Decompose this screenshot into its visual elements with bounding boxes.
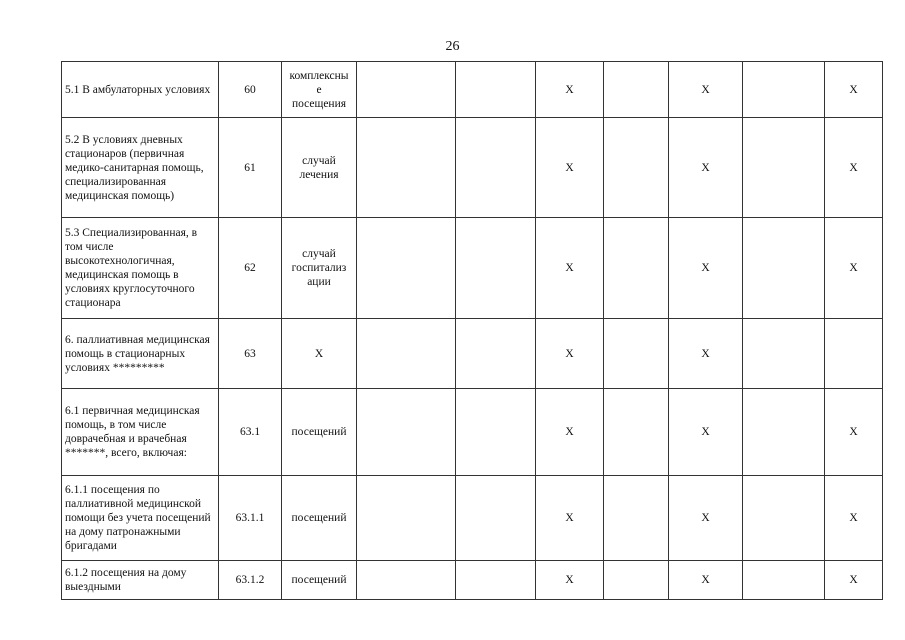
row-code: 63	[219, 319, 282, 389]
row-name: 6.1.2 посещения на дому выездными	[62, 561, 219, 600]
data-cell: X	[669, 561, 743, 600]
row-code: 63.1.2	[219, 561, 282, 600]
data-cell	[357, 389, 456, 476]
data-cell	[825, 319, 883, 389]
data-cell: X	[669, 476, 743, 561]
data-cell: X	[536, 62, 604, 118]
data-cell: X	[536, 319, 604, 389]
table-row	[62, 218, 883, 319]
data-cell: X	[536, 389, 604, 476]
data-cell: X	[669, 118, 743, 218]
data-cell	[357, 218, 456, 319]
data-cell: X	[825, 218, 883, 319]
row-unit: посещений	[282, 476, 357, 561]
page-number: 26	[445, 39, 460, 54]
table-row	[62, 319, 883, 389]
data-cell	[357, 62, 456, 118]
data-cell	[604, 118, 669, 218]
data-cell: X	[825, 476, 883, 561]
data-cell	[743, 218, 825, 319]
data-cell	[604, 319, 669, 389]
row-code: 61	[219, 118, 282, 218]
row-name: 6. паллиативная медицинская помощь в стационарных условиях *********	[62, 319, 219, 389]
row-code: 63.1.1	[219, 476, 282, 561]
data-cell: X	[669, 389, 743, 476]
table-row	[62, 476, 883, 561]
data-cell: X	[669, 319, 743, 389]
table-row	[62, 62, 883, 118]
data-cell	[604, 476, 669, 561]
data-cell: X	[825, 561, 883, 600]
data-cell	[743, 561, 825, 600]
row-code: 62	[219, 218, 282, 319]
row-unit: посещений	[282, 389, 357, 476]
row-name: 5.3 Специализированная, в том числе высокотехнологичная, медицинская помощь в условиях круглосуточного стационара	[62, 218, 219, 319]
data-cell	[357, 118, 456, 218]
data-cell	[743, 62, 825, 118]
data-cell	[743, 118, 825, 218]
data-cell	[604, 62, 669, 118]
data-cell	[456, 62, 536, 118]
row-name: 5.1 В амбулаторных условиях	[62, 62, 219, 118]
row-unit: случай госпитализ ации	[282, 218, 357, 319]
data-cell: X	[669, 218, 743, 319]
row-name: 6.1.1 посещения по паллиативной медицинской помощи без учета посещений на дому патронажными бригадами	[62, 476, 219, 561]
data-cell: X	[536, 118, 604, 218]
data-cell	[604, 218, 669, 319]
data-cell	[357, 476, 456, 561]
row-code: 60	[219, 62, 282, 118]
data-cell	[357, 319, 456, 389]
row-unit: посещений	[282, 561, 357, 600]
volume-table	[61, 61, 883, 600]
row-code: 63.1	[219, 389, 282, 476]
row-unit: X	[282, 319, 357, 389]
data-cell	[456, 476, 536, 561]
data-cell	[743, 319, 825, 389]
data-cell	[604, 389, 669, 476]
row-unit: случай лечения	[282, 118, 357, 218]
data-cell	[456, 389, 536, 476]
table-row	[62, 118, 883, 218]
row-unit: комплексны е посещения	[282, 62, 357, 118]
data-cell	[456, 218, 536, 319]
data-cell: X	[825, 389, 883, 476]
table-row	[62, 389, 883, 476]
data-cell: X	[536, 476, 604, 561]
data-cell: X	[536, 218, 604, 319]
row-name: 6.1 первичная медицинская помощь, в том числе доврачебная и врачебная *******, всего, включая:	[62, 389, 219, 476]
data-cell	[456, 561, 536, 600]
data-cell	[604, 561, 669, 600]
data-cell	[456, 118, 536, 218]
data-cell	[456, 319, 536, 389]
data-cell: X	[825, 118, 883, 218]
data-cell: X	[536, 561, 604, 600]
table-row	[62, 561, 883, 600]
data-cell: X	[669, 62, 743, 118]
data-cell: X	[825, 62, 883, 118]
row-name: 5.2 В условиях дневных стационаров (первичная медико-санитарная помощь, специализированная медицинская помощь)	[62, 118, 219, 218]
data-cell	[357, 561, 456, 600]
data-cell	[743, 389, 825, 476]
data-cell	[743, 476, 825, 561]
